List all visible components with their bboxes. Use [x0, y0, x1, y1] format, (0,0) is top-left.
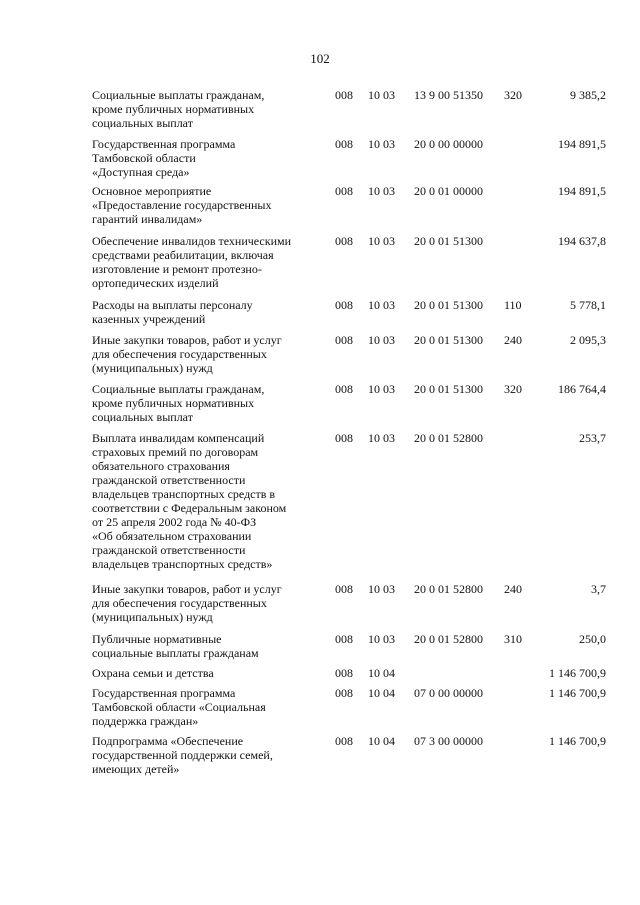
description-line: имеющих детей»: [92, 762, 180, 776]
description-line: Иные закупки товаров, работ и услуг: [92, 582, 282, 596]
amount: 253,7: [579, 431, 606, 445]
target-article-code: 20 0 01 52800: [414, 431, 483, 445]
row-description: [92, 734, 320, 776]
section-code: 10 03: [368, 382, 395, 396]
target-article-code: 20 0 01 51300: [414, 234, 483, 248]
description-line: изготовление и ремонт протезно-: [92, 262, 262, 276]
row-description: [92, 333, 320, 375]
section-code: 10 04: [368, 734, 395, 748]
description-line: Обеспечение инвалидов техническими: [92, 234, 292, 248]
description-line: кроме публичных нормативных: [92, 102, 255, 116]
description-line: средствами реабилитации, включая: [92, 248, 274, 262]
amount: 186 764,4: [558, 382, 606, 396]
target-article-code: 20 0 01 00000: [414, 184, 483, 198]
row-description: [92, 582, 320, 624]
row-description: [92, 382, 320, 424]
description-line: (муниципальных) нужд: [92, 361, 213, 375]
section-code: 10 03: [368, 632, 395, 646]
description-line: государственной поддержки семей,: [92, 748, 273, 762]
section-code: 10 03: [368, 431, 395, 445]
description-line: Основное мероприятие: [92, 184, 212, 198]
department-code: 008: [335, 666, 353, 680]
department-code: 008: [335, 382, 353, 396]
section-code: 10 03: [368, 298, 395, 312]
amount: 2 095,3: [570, 333, 606, 347]
section-code: 10 03: [368, 582, 395, 596]
description-line: Публичные нормативные: [92, 632, 222, 646]
description-line: страховых премий по договорам: [92, 445, 259, 459]
row-description: [92, 686, 320, 728]
description-line: для обеспечения государственных: [92, 596, 267, 610]
target-article-code: 20 0 01 51300: [414, 382, 483, 396]
section-code: 10 03: [368, 333, 395, 347]
description-line: владельцев транспортных средств»: [92, 557, 273, 571]
expense-type-code: 110: [504, 298, 522, 312]
amount: 1 146 700,9: [549, 686, 606, 700]
row-description: [92, 234, 320, 290]
department-code: 008: [335, 431, 353, 445]
description-line: Государственная программа: [92, 137, 236, 151]
description-line: Расходы на выплаты персоналу: [92, 298, 253, 312]
description-line: казенных учреждений: [92, 312, 206, 326]
section-code: 10 04: [368, 686, 395, 700]
description-line: для обеспечения государственных: [92, 347, 267, 361]
section-code: 10 03: [368, 88, 395, 102]
description-line: Тамбовской области «Социальная: [92, 700, 266, 714]
department-code: 008: [335, 88, 353, 102]
description-line: Социальные выплаты гражданам,: [92, 382, 265, 396]
description-line: гражданской ответственности: [92, 543, 246, 557]
expense-type-code: 240: [504, 582, 522, 596]
section-code: 10 03: [368, 137, 395, 151]
description-line: от 25 апреля 2002 года № 40-ФЗ: [92, 515, 257, 529]
description-line: гражданской ответственности: [92, 473, 246, 487]
expense-type-code: 310: [504, 632, 522, 646]
amount: 1 146 700,9: [549, 734, 606, 748]
row-description: [92, 88, 320, 130]
amount: 194 891,5: [558, 137, 606, 151]
department-code: 008: [335, 137, 353, 151]
department-code: 008: [335, 234, 353, 248]
description-line: Подпрограмма «Обеспечение: [92, 734, 244, 748]
department-code: 008: [335, 184, 353, 198]
description-line: Тамбовской области: [92, 151, 196, 165]
target-article-code: 20 0 01 52800: [414, 582, 483, 596]
row-description: [92, 298, 320, 326]
target-article-code: 07 0 00 00000: [414, 686, 483, 700]
row-description: [92, 137, 320, 179]
description-line: «Об обязательном страховании: [92, 529, 252, 543]
target-article-code: 20 0 01 52800: [414, 632, 483, 646]
amount: 5 778,1: [570, 298, 606, 312]
description-line: Охрана семьи и детства: [92, 666, 214, 680]
target-article-code: 20 0 01 51300: [414, 298, 483, 312]
target-article-code: 13 9 00 51350: [414, 88, 483, 102]
target-article-code: 20 0 01 51300: [414, 333, 483, 347]
description-line: ортопедических изделий: [92, 276, 219, 290]
amount: 1 146 700,9: [549, 666, 606, 680]
department-code: 008: [335, 632, 353, 646]
expense-type-code: 320: [504, 382, 522, 396]
section-code: 10 03: [368, 184, 395, 198]
description-line: «Доступная среда»: [92, 165, 190, 179]
row-description: [92, 184, 320, 226]
department-code: 008: [335, 582, 353, 596]
description-line: Выплата инвалидам компенсаций: [92, 431, 265, 445]
description-line: социальных выплат: [92, 410, 193, 424]
department-code: 008: [335, 333, 353, 347]
description-line: Государственная программа: [92, 686, 236, 700]
description-line: обязательного страхования: [92, 459, 230, 473]
target-article-code: 20 0 00 00000: [414, 137, 483, 151]
description-line: поддержка граждан»: [92, 714, 199, 728]
expense-type-code: 240: [504, 333, 522, 347]
description-line: социальные выплаты гражданам: [92, 646, 259, 660]
target-article-code: 07 3 00 00000: [414, 734, 483, 748]
description-line: социальных выплат: [92, 116, 193, 130]
amount: 250,0: [579, 632, 606, 646]
department-code: 008: [335, 686, 353, 700]
description-line: владельцев транспортных средств в: [92, 487, 276, 501]
amount: 194 637,8: [558, 234, 606, 248]
row-description: [92, 632, 320, 660]
description-line: Социальные выплаты гражданам,: [92, 88, 265, 102]
amount: 9 385,2: [570, 88, 606, 102]
description-line: соответствии с Федеральным законом: [92, 501, 287, 515]
expense-type-code: 320: [504, 88, 522, 102]
department-code: 008: [335, 734, 353, 748]
page-number: 102: [310, 51, 330, 66]
section-code: 10 04: [368, 666, 395, 680]
description-line: кроме публичных нормативных: [92, 396, 255, 410]
section-code: 10 03: [368, 234, 395, 248]
department-code: 008: [335, 298, 353, 312]
amount: 194 891,5: [558, 184, 606, 198]
row-description: [92, 431, 320, 571]
description-line: (муниципальных) нужд: [92, 610, 213, 624]
amount: 3,7: [591, 582, 606, 596]
row-description: [92, 666, 320, 680]
description-line: «Предоставление государственных: [92, 198, 272, 212]
description-line: гарантий инвалидам»: [92, 212, 203, 226]
description-line: Иные закупки товаров, работ и услуг: [92, 333, 282, 347]
